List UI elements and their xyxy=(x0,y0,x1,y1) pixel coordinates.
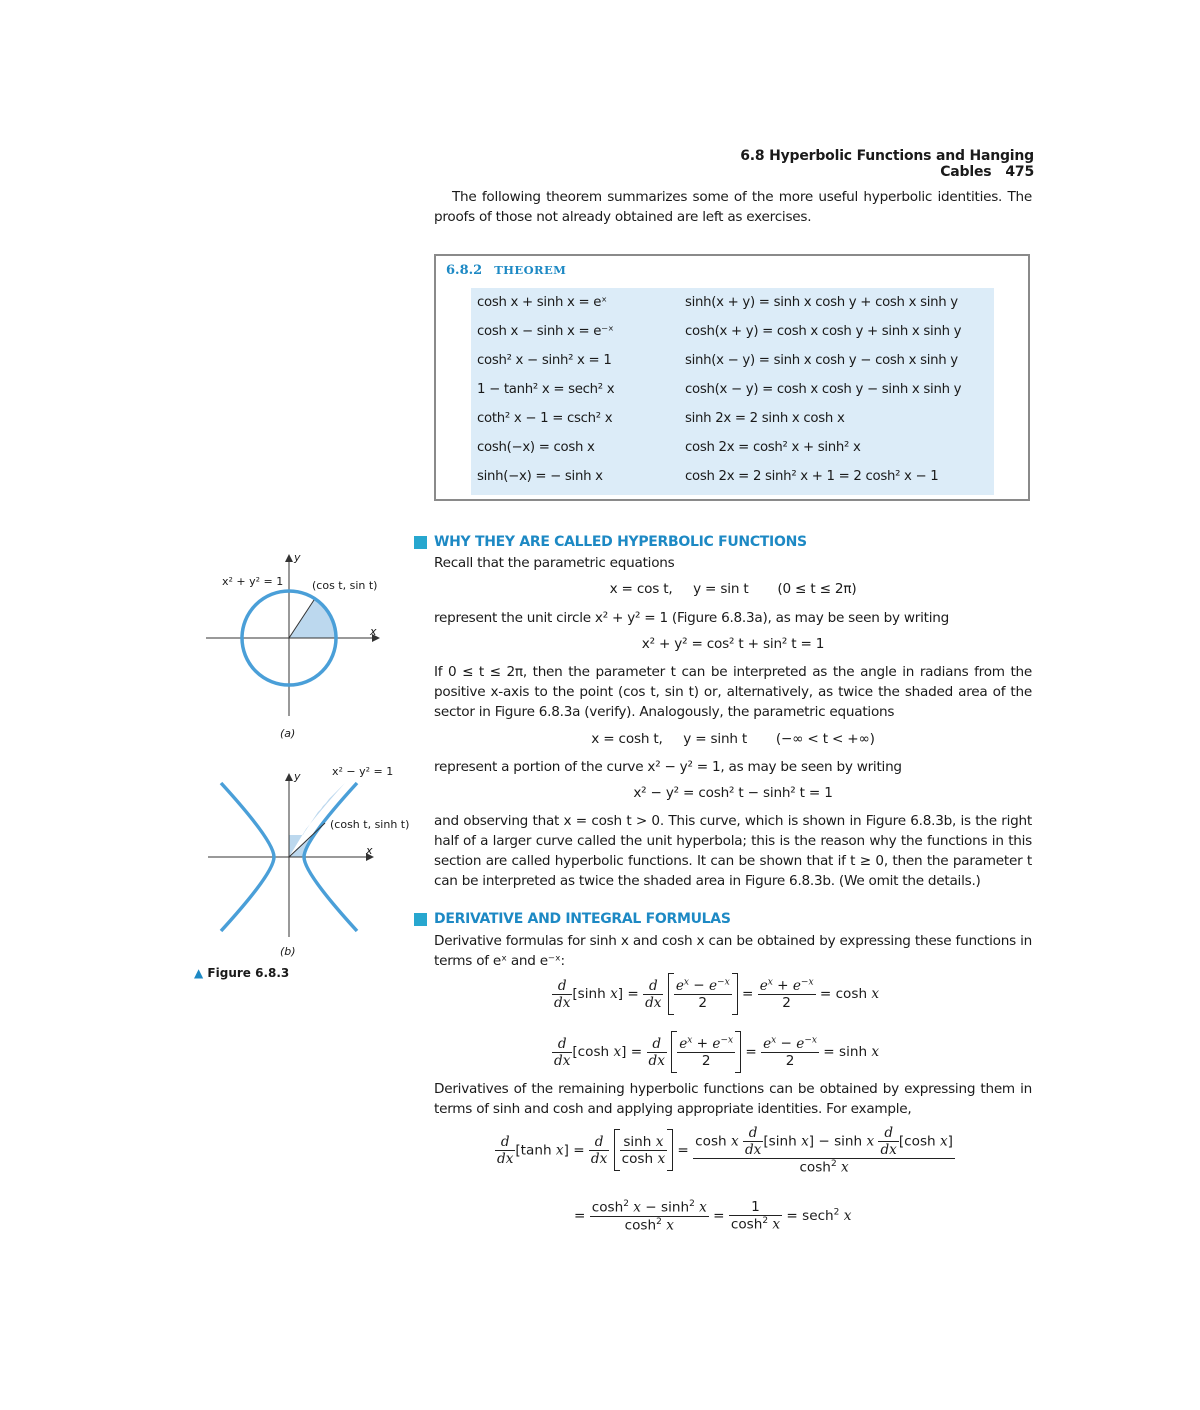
identity-left-6: cosh(−x) = cosh x xyxy=(477,440,595,455)
shaded-sector xyxy=(289,600,336,638)
paragraph: represent a portion of the curve x² − y² = 1, as may be seen by writing xyxy=(434,759,902,775)
figure-caption: ▲ Figure 6.8.3 xyxy=(194,966,290,980)
identity-right-5: sinh 2x = 2 sinh x cosh x xyxy=(685,411,845,426)
theorem-number: 6.8.2 xyxy=(446,263,483,278)
equation-hyperbola-parametric: x = cosh t, y = sinh t (−∞ < t < +∞) xyxy=(591,731,875,747)
equation-circle-parametric: x = cos t, y = sin t (0 ≤ t ≤ 2π) xyxy=(609,581,857,597)
identity-left-7: sinh(−x) = − sinh x xyxy=(477,469,603,484)
section-heading-derivatives: DERIVATIVE AND INTEGRAL FORMULAS xyxy=(434,911,731,927)
identity-right-7: cosh 2x = 2 sinh² x + 1 = 2 cosh² x − 1 xyxy=(685,469,939,484)
intro-paragraph: The following theorem summarizes some of the more useful hyperbolic identities. The proofs of those not already obtained are left as exercises. xyxy=(434,189,1032,225)
theorem-title xyxy=(446,263,566,278)
identity-left-2: cosh x − sinh x = e⁻ˣ xyxy=(477,324,614,339)
x-axis-label: x xyxy=(370,625,377,638)
identity-right-2: cosh(x + y) = cosh x cosh y + sinh x sinh y xyxy=(685,324,962,339)
equation-circle-identity: x² + y² = cos² t + sin² t = 1 xyxy=(641,636,825,652)
identity-left-1: cosh x + sinh x = eˣ xyxy=(477,295,607,310)
identity-right-4: cosh(x − y) = cosh x cosh y − sinh x sinh y xyxy=(685,382,962,397)
identity-left-5: coth² x − 1 = csch² x xyxy=(477,411,613,426)
circle-equation-label: x² + y² = 1 xyxy=(222,575,284,588)
figure-a-label: (a) xyxy=(280,727,296,740)
header-title: 6.8 Hyperbolic Functions and Hanging Cables xyxy=(740,148,1034,180)
paragraph: Derivatives of the remaining hyperbolic functions can be obtained by expressing them in terms of sinh and cosh and applying appropriate identities. For example, xyxy=(434,1081,1032,1117)
y-axis-label: y xyxy=(294,770,301,783)
hyperbola-point-label: (cosh t, sinh t) xyxy=(330,818,410,831)
paragraph: represent the unit circle x² + y² = 1 (Figure 6.8.3a), as may be seen by writing xyxy=(434,610,949,626)
y-axis-arrow xyxy=(285,773,293,781)
identity-left-3: cosh² x − sinh² x = 1 xyxy=(477,353,612,368)
y-axis-label: y xyxy=(294,551,301,564)
equation-derivative-sinh: $\frac{d}{dx}$ [sinh x] = $\frac{d}{dx}$ $\frac{e^x - e^{-x}}{2}$ = $\frac{e^x + e^{-x}}{2}$ = cosh x xyxy=(552,973,879,1015)
page-number: 475 xyxy=(1005,164,1034,180)
paragraph: If 0 ≤ t ≤ 2π, then the parameter t can be interpreted as the angle in radians from the positive x-axis to the point (cos t, sin t) or, alternatively, as twice the shaded area of the sector in Figure 6.8.3a (verify). Analogously, the parametric equations xyxy=(434,664,1032,720)
identity-left-4: 1 − tanh² x = sech² x xyxy=(477,382,615,397)
x-axis-label: x xyxy=(366,844,373,857)
running-header xyxy=(672,148,1034,180)
equation-derivative-cosh: $\frac{d}{dx}$ [cosh x] = $\frac{d}{dx}$ $\frac{e^x + e^{-x}}{2}$ = $\frac{e^x - e^{-x}}{2}$ = sinh x xyxy=(552,1031,879,1073)
figure-b-label: (b) xyxy=(280,945,296,958)
paragraph: and observing that x = cosh t > 0. This curve, which is shown in Figure 6.8.3b, is the right half of a larger curve called the unit hyperbola; this is the reason why the functions in this section are called hyperbolic functions. It can be shown that if t ≥ 0, then the parameter t can be interpreted as twice the shaded area in Figure 6.8.3b. (We omit the details.) xyxy=(434,813,1032,889)
section-heading-hyperbolic: WHY THEY ARE CALLED HYPERBOLIC FUNCTIONS xyxy=(434,534,807,550)
theorem-label: THEOREM xyxy=(494,263,567,277)
equation-derivative-tanh: $\frac{d}{dx}$ [tanh x] = $\frac{d}{dx}$ $\frac{\text{sinh x}}{\text{cosh x}}$ = cosh x $\frac{d}{dx}$ [sinh x] − sinh x $\frac{d}{dx}$ [cosh x] $\cosh^2 x$ xyxy=(497,1125,953,1176)
identity-right-1: sinh(x + y) = sinh x cosh y + cosh x sinh y xyxy=(685,295,958,310)
paragraph: Derivative formulas for sinh x and cosh x can be obtained by expressing these functions in terms of eˣ and e⁻ˣ: xyxy=(434,933,1032,969)
identity-right-6: cosh 2x = cosh² x + sinh² x xyxy=(685,440,861,455)
hyperbola-equation-label: x² − y² = 1 xyxy=(332,765,394,778)
equation-hyperbola-identity: x² − y² = cosh² t − sinh² t = 1 xyxy=(633,785,833,801)
paragraph: Recall that the parametric equations xyxy=(434,555,675,571)
y-axis-arrow xyxy=(285,554,293,562)
figure-unit-hyperbola xyxy=(200,765,420,945)
equation-derivative-tanh-result: = $\frac{\cosh^2 x - \sinh^2 x}{\cosh^2 x}$ = $\frac{1}{\cosh^2 x}$ = sech$^2$ x xyxy=(574,1199,852,1234)
triangle-icon: ▲ xyxy=(194,966,204,980)
identity-right-3: sinh(x − y) = sinh x cosh y − cosh x sinh y xyxy=(685,353,958,368)
circle-point-label: (cos t, sin t) xyxy=(312,579,378,592)
